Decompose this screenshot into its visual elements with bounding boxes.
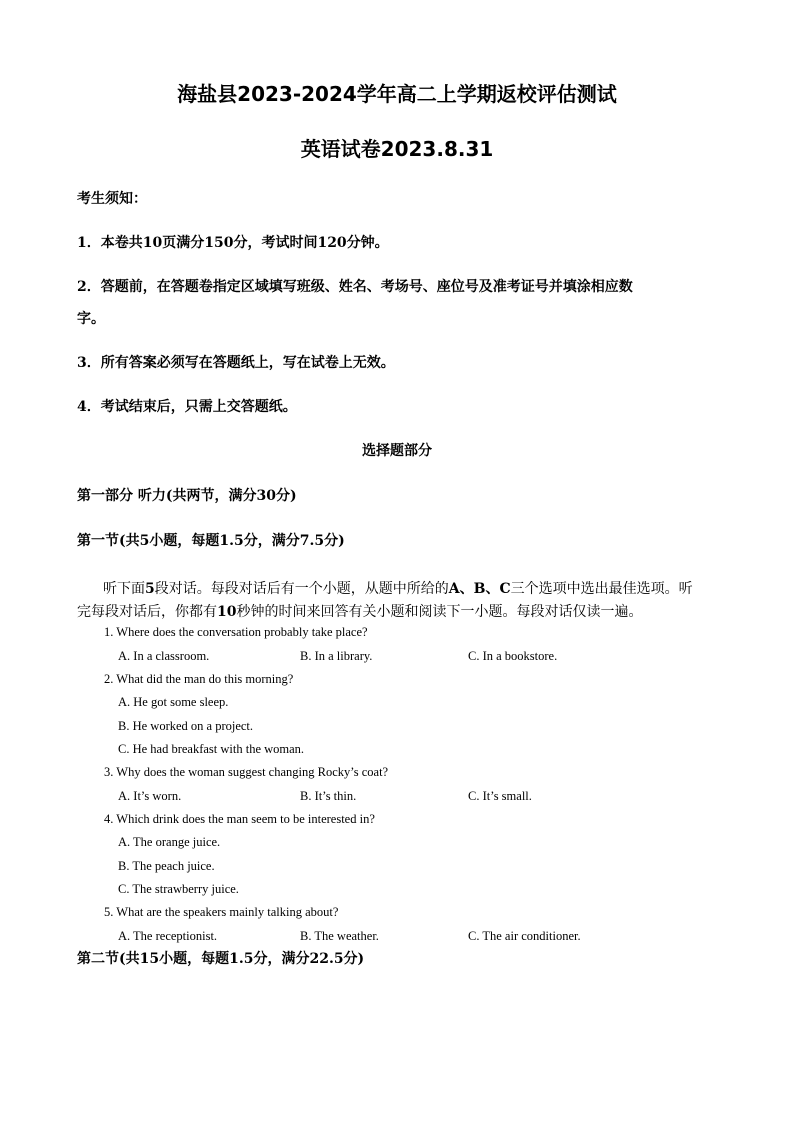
q4-option-a: A. The orange juice. bbox=[118, 835, 221, 849]
part1-sec1-heading: 第一节(共5小题，每题1.5分，满分7.5分) bbox=[77, 533, 345, 549]
q1-option-c: C. In a bookstore. bbox=[468, 649, 558, 663]
notice-item-4: 4．考试结束后，只需上交答题纸。 bbox=[77, 399, 297, 415]
question-4: 4. Which drink does the man seem to be interested in? bbox=[104, 812, 375, 826]
question-2: 2. What did the man do this morning? bbox=[104, 672, 294, 686]
q3-option-a: A. It’s worn. bbox=[118, 789, 182, 803]
q2-option-b: B. He worked on a project. bbox=[118, 719, 254, 733]
q1-option-b: B. In a library. bbox=[300, 649, 373, 663]
exam-title: 海盐县2023-2024学年高二上学期返校评估测试 bbox=[177, 82, 617, 106]
q3-option-c: C. It’s small. bbox=[468, 789, 532, 803]
q4-option-c: C. The strawberry juice. bbox=[118, 882, 239, 896]
instr-text: 听下面 bbox=[103, 581, 145, 597]
instr-text: 完每段对话后，你都有 bbox=[77, 604, 217, 620]
question-5: 5. What are the speakers mainly talking about? bbox=[104, 905, 339, 919]
notice-item-2-cont: 字。 bbox=[77, 311, 105, 327]
section-title: 选择题部分 bbox=[362, 443, 432, 459]
instr-text: 段对话。每段对话后有一个小题，从题中所给的 bbox=[154, 581, 449, 597]
q2-option-a: A. He got some sleep. bbox=[118, 695, 229, 709]
notice-heading: 考生须知： bbox=[77, 191, 147, 207]
q5-option-c: C. The air conditioner. bbox=[468, 929, 581, 943]
instr-bold: 10 bbox=[217, 604, 237, 620]
instr-bold: 5 bbox=[145, 581, 155, 597]
q2-option-c: C. He had breakfast with the woman. bbox=[118, 742, 305, 756]
question-1: 1. Where does the conversation probably take place? bbox=[104, 625, 368, 639]
instructions-line-1 bbox=[103, 578, 693, 598]
instr-text: 三个选项中选出最佳选项。听 bbox=[510, 581, 693, 597]
part1-sec2-heading: 第二节(共15小题，每题1.5分，满分22.5分) bbox=[77, 951, 365, 967]
instr-text: 秒钟的时间来回答有关小题和阅读下一小题。每段对话仅读一遍。 bbox=[236, 604, 643, 620]
notice-item-2: 2．答题前，在答题卷指定区域填写班级、姓名、考场号、座位号及准考证号并填涂相应数 bbox=[77, 279, 633, 295]
q5-option-a: A. The receptionist. bbox=[118, 929, 218, 943]
instr-bold: A、B、C bbox=[448, 581, 511, 597]
notice-item-3: 3．所有答案必须写在答题纸上，写在试卷上无效。 bbox=[77, 355, 395, 371]
exam-subtitle: 英语试卷2023.8.31 bbox=[300, 137, 494, 161]
q4-option-b: B. The peach juice. bbox=[118, 859, 215, 873]
question-3: 3. Why does the woman suggest changing Rocky’s coat? bbox=[104, 765, 389, 779]
q5-option-b: B. The weather. bbox=[300, 929, 379, 943]
notice-item-1: 1．本卷共10页满分150分，考试时间120分钟。 bbox=[77, 235, 389, 251]
q1-option-a: A. In a classroom. bbox=[118, 649, 210, 663]
instructions-line-2 bbox=[77, 601, 642, 621]
q3-option-b: B. It’s thin. bbox=[300, 789, 357, 803]
part1-heading: 第一部分 听力(共两节，满分30分) bbox=[77, 488, 297, 504]
